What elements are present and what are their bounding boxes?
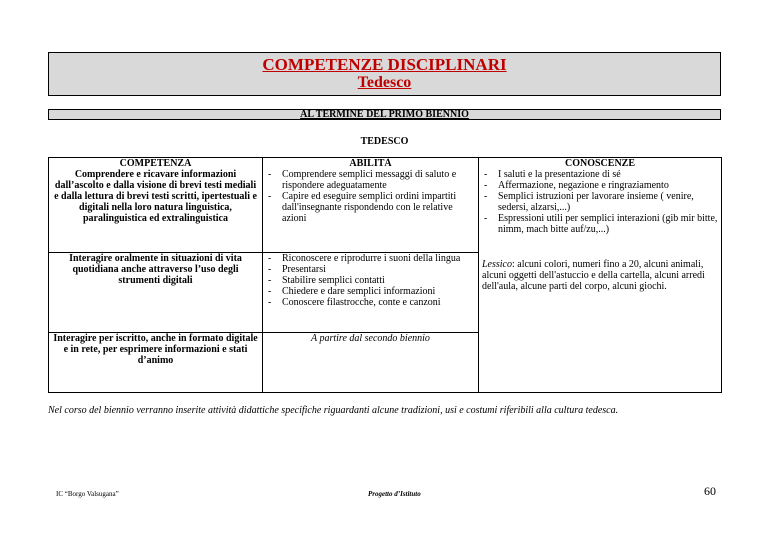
- competenza-text: Interagire oralmente in situazioni di vita quotidiana anche attraverso l’uso degli strumenti digitali: [69, 253, 242, 286]
- list-item: - Chiedere e dare semplici informazioni: [282, 286, 475, 297]
- list-item: - Presentarsi: [282, 264, 475, 275]
- header-abilita: ABILITÀ: [349, 158, 392, 169]
- list-item: - I saluti e la presentazione di sé: [498, 169, 718, 180]
- list-item: - Stabilire semplici contatti: [282, 275, 475, 286]
- title-box: [48, 52, 721, 96]
- list-item: - Conoscere filastrocche, conte e canzoni: [282, 297, 475, 308]
- competenza-cell: [49, 253, 263, 333]
- competence-table: [48, 157, 722, 393]
- header-competenza: COMPETENZA: [119, 158, 192, 169]
- footer-project: Progetto d’Istituto: [368, 490, 421, 498]
- header-conoscenze: CONOSCENZE: [564, 158, 635, 169]
- section-heading: AL TERMINE DEL PRIMO BIENNIO: [300, 109, 469, 120]
- abilita-list: [266, 169, 475, 224]
- abilita-text: A partire dal secondo biennio: [311, 333, 430, 344]
- page-number: 60: [704, 484, 716, 498]
- lessico-label: Lessico: [482, 259, 512, 270]
- list-item: - Semplici istruzioni per lavorare insieme ( venire, sedersi, alzarsi,...): [498, 191, 718, 213]
- list-item: - Capire ed eseguire semplici ordini impartiti dall'insegnante rispondendo con le relative azioni: [282, 191, 475, 224]
- competenza-text: Interagire per iscritto, anche in formato digitale e in rete, per esprimere informazioni e stati d’animo: [53, 333, 258, 366]
- lessico-text: : alcuni colori, numeri fino a 20, alcuni animali, alcuni oggetti dell'astuccio e della cartella, alcuni arredi dell'aula, alcune parti del corpo, alcuni giochi.: [482, 259, 705, 292]
- abilita-list: [266, 253, 475, 308]
- list-item: - Affermazione, negazione e ringraziamento: [498, 180, 718, 191]
- conoscenze-list: [482, 169, 718, 235]
- footer-school: IC “Borgo Valsugana”: [56, 490, 119, 498]
- competenza-cell: [49, 333, 263, 393]
- page-subtitle: Tedesco: [357, 74, 412, 91]
- subject-label: TEDESCO: [360, 136, 409, 147]
- abilita-cell: [263, 333, 479, 393]
- table-row: [49, 158, 722, 253]
- lessico-paragraph: [482, 259, 718, 292]
- list-item: - Riconoscere e riprodurre i suoni della lingua: [282, 253, 475, 264]
- list-item: - Espressioni utili per semplici interazioni (gib mir bitte, nimm, mach bitte auf/zu,...): [498, 213, 718, 235]
- page-title: COMPETENZE DISCIPLINARI: [262, 55, 507, 74]
- competenza-cell: [49, 158, 263, 253]
- list-item: - Comprendere semplici messaggi di saluto e rispondere adeguatamente: [282, 169, 475, 191]
- competenza-text: Comprendere e ricavare informazioni dall’ascolto e dalla visione di brevi testi mediali e dalla lettura di brevi testi scritti, ipertestuali e digitali nella loro natura linguistica, paralinguistica ed extralinguistica: [54, 169, 257, 224]
- abilita-cell: [263, 158, 479, 253]
- note-paragraph: Nel corso del biennio verranno inserite attività didattiche specifiche riguardanti alcune tradizioni, usi e costumi riferibili alla cultura tedesca.: [48, 405, 619, 416]
- conoscenze-cell: [479, 158, 722, 393]
- section-heading-bar: [48, 109, 721, 120]
- abilita-cell: [263, 253, 479, 333]
